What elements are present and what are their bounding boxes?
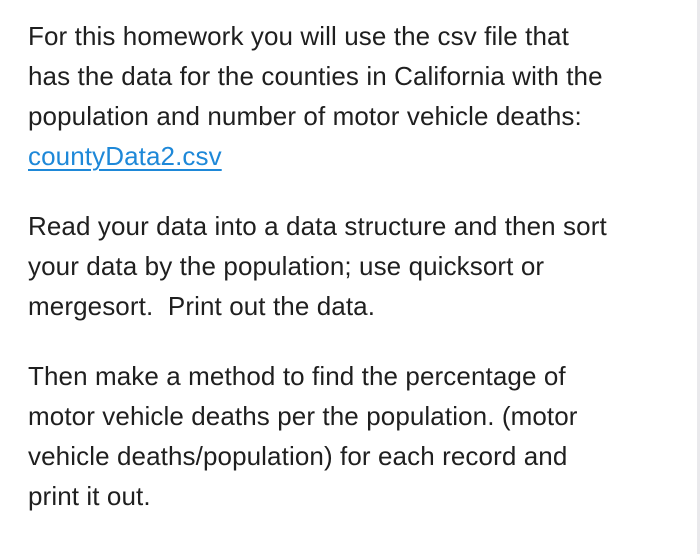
text-line: Then make a method to find the percentage of: [28, 361, 566, 391]
text-line: population and number of motor vehicle deaths:: [28, 101, 582, 131]
text-line: mergesort. Print out the data.: [28, 291, 376, 321]
paragraph-csv-intro: [28, 16, 678, 176]
text-line: your data by the population; use quicksort or: [28, 251, 545, 281]
text-line: has the data for the counties in California with the: [28, 61, 603, 91]
paragraph-percentage-instructions: [28, 356, 678, 516]
assignment-text: [28, 16, 678, 516]
link-line: [28, 136, 678, 176]
paragraph-sort-instructions: [28, 206, 678, 326]
text-line: Read your data into a data structure and then sort: [28, 211, 607, 241]
text-line: For this homework you will use the csv file that: [28, 21, 569, 51]
text-line: vehicle deaths/population) for each record and: [28, 441, 568, 471]
text-line: motor vehicle deaths per the population. (motor: [28, 401, 578, 431]
csv-file-link[interactable]: countyData2.csv: [28, 141, 222, 171]
text-line: print it out.: [28, 481, 151, 511]
